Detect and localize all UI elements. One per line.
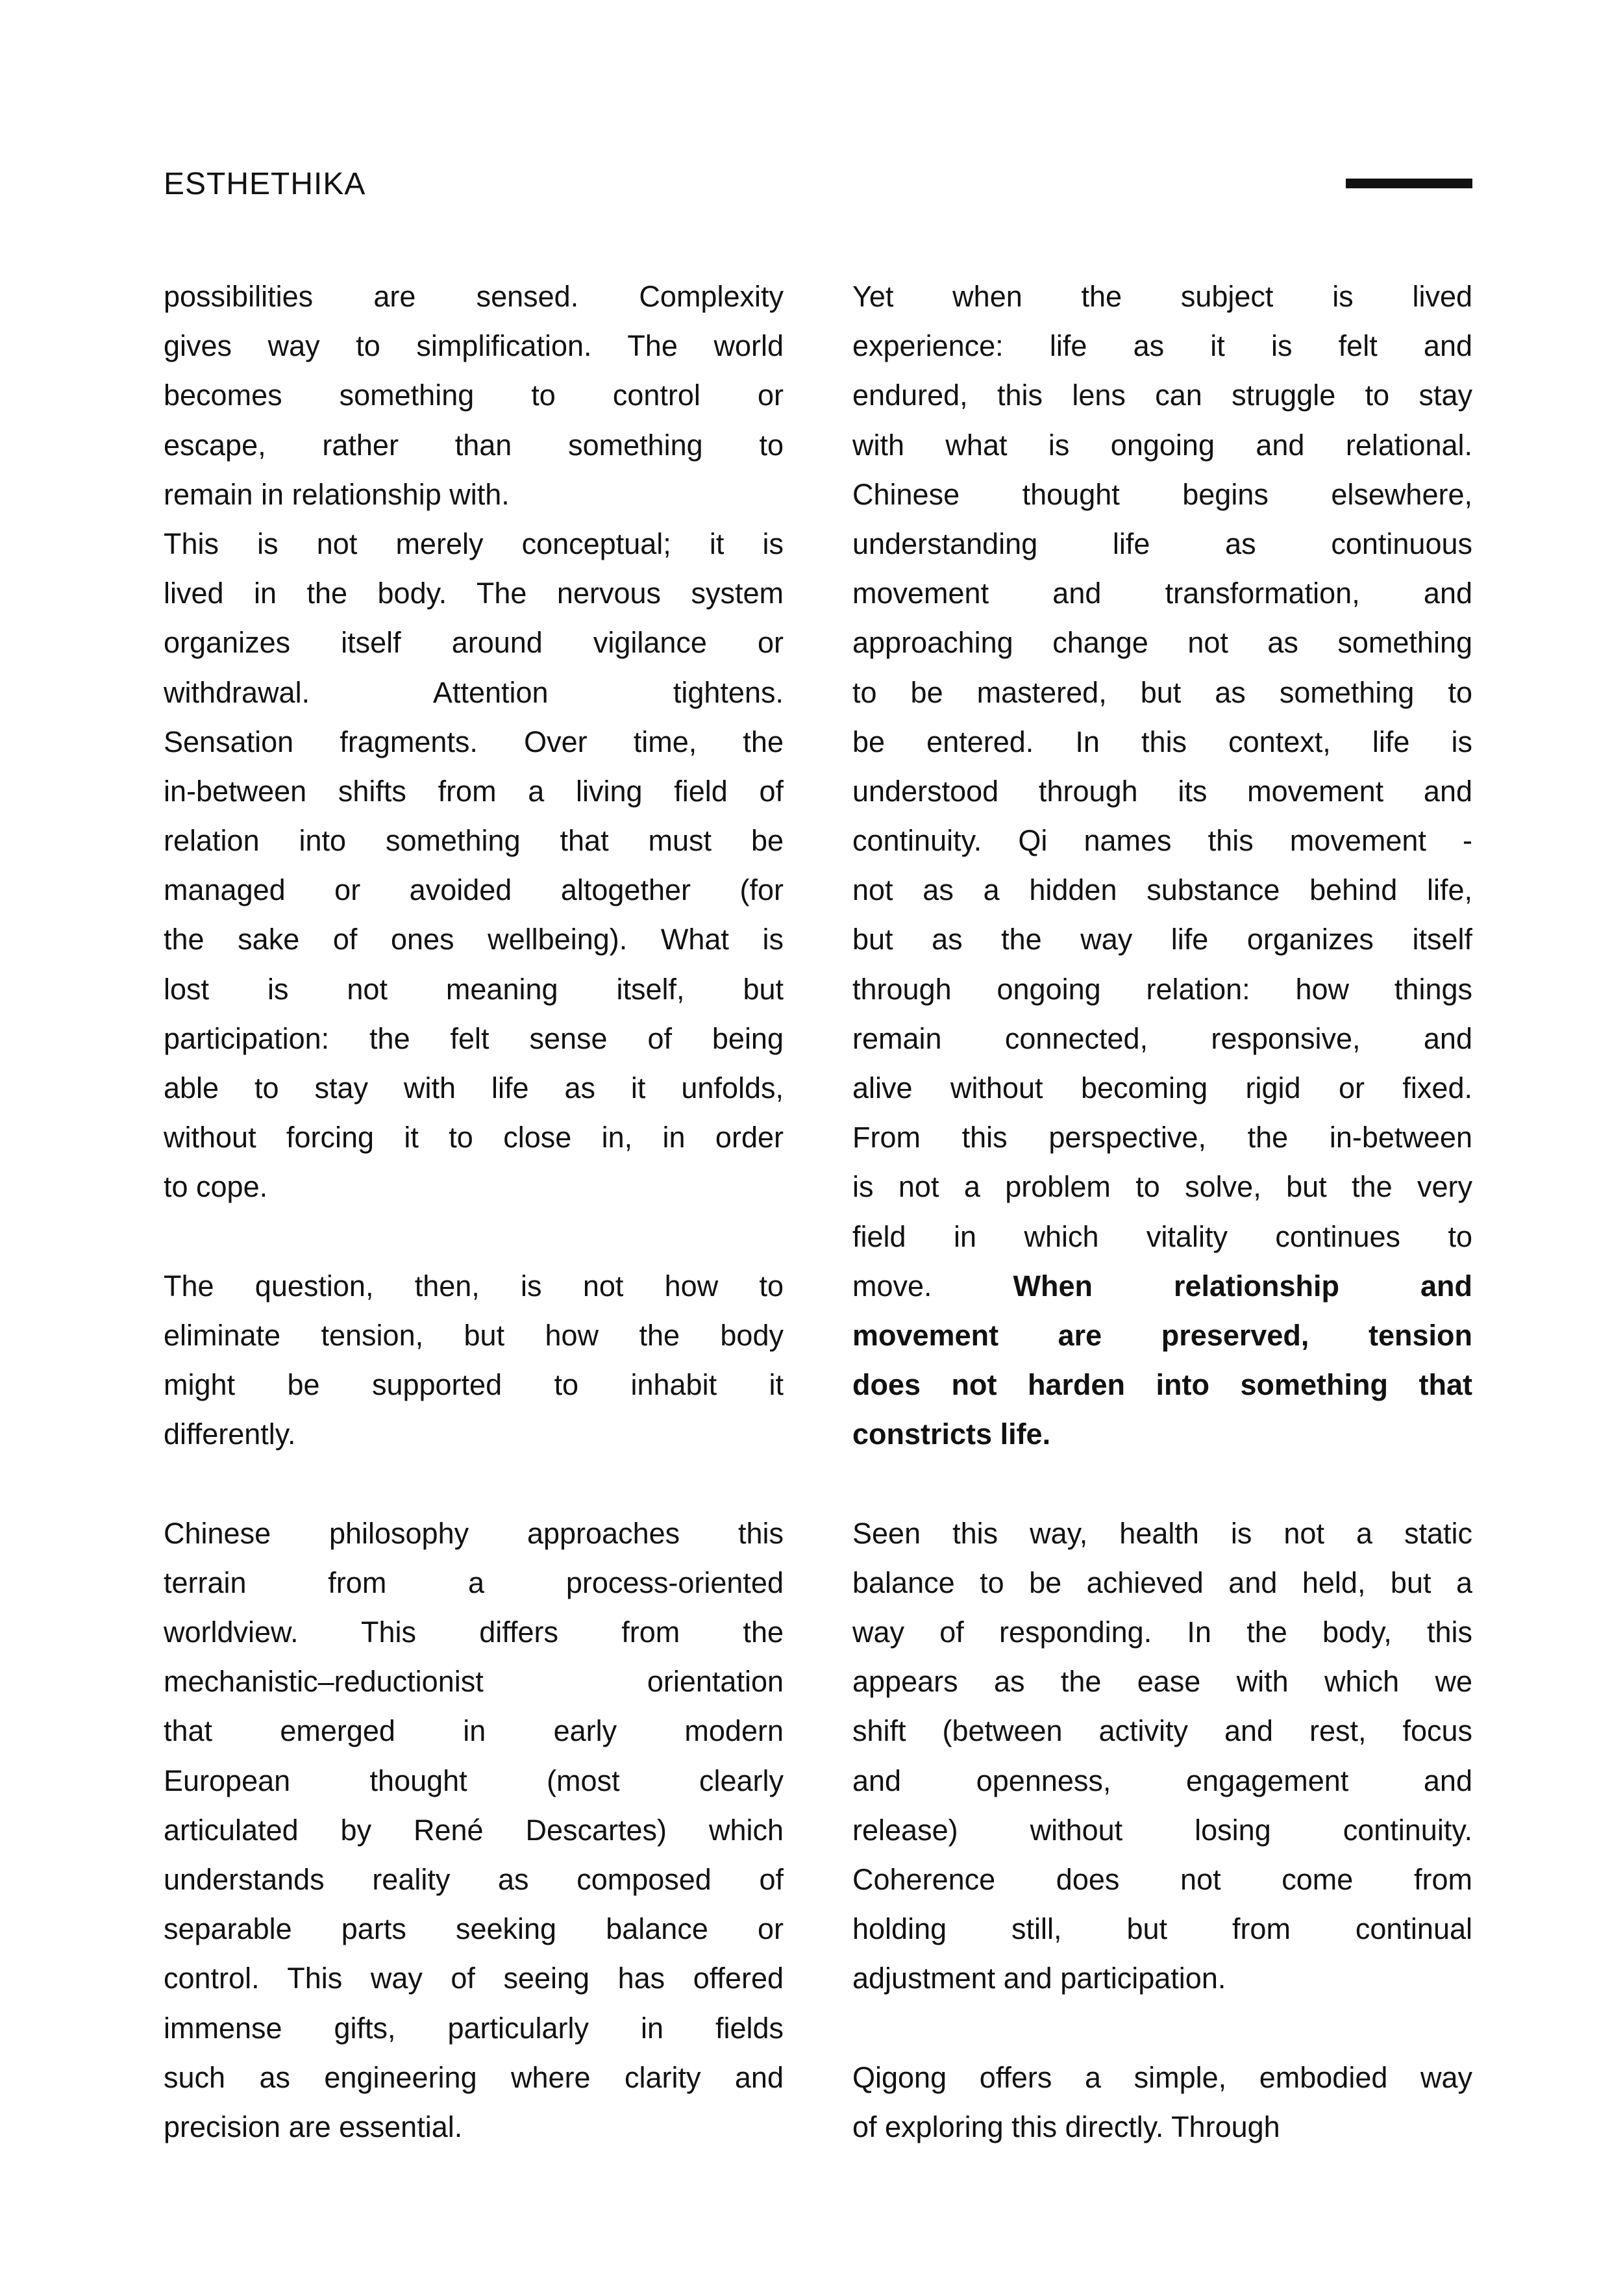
line-text: continuity. Qi names this movement - — [852, 824, 1472, 858]
text-line — [164, 1162, 784, 1212]
line-text: movement and transformation, and — [852, 577, 1472, 610]
line-text: of exploring this directly. Through — [852, 2110, 1280, 2143]
line-text: not as a hidden substance behind life, — [852, 873, 1472, 907]
text-line — [164, 321, 784, 371]
line-text: possibilities are sensed. Complexity — [164, 280, 784, 313]
line-text: terrain from a process-oriented — [164, 1566, 784, 1599]
line-text: without forcing it to close in, in order — [164, 1121, 784, 1154]
text-line — [164, 1509, 784, 1558]
text-line — [164, 618, 784, 668]
blank-line — [164, 1460, 784, 1509]
text-line — [852, 1904, 1472, 1954]
text-line — [852, 321, 1472, 371]
line-text: European thought (most clearly — [164, 1764, 784, 1797]
line-text: Qigong offers a simple, embodied way — [852, 2060, 1472, 2094]
text-line — [164, 371, 784, 420]
line-text: lived in the body. The nervous system — [164, 577, 784, 610]
line-text: understands reality as composed of — [164, 1863, 784, 1896]
text-line — [164, 866, 784, 915]
text-line — [852, 1855, 1472, 1904]
text-line — [852, 718, 1472, 767]
text-line — [852, 1657, 1472, 1706]
text-line — [852, 1311, 1472, 1360]
text-line — [164, 2103, 784, 2152]
line-text: understanding life as continuous — [852, 527, 1472, 560]
line-text: experience: life as it is felt and — [852, 329, 1472, 363]
line-text: might be supported to inhabit it — [164, 1368, 784, 1402]
line-text: but as the way life organizes itself — [852, 923, 1472, 956]
line-text: release) without losing continuity. — [852, 1813, 1472, 1847]
line-text: From this perspective, the in-between — [852, 1121, 1472, 1154]
line-text: with what is ongoing and relational. — [852, 428, 1472, 462]
text-line — [164, 1113, 784, 1162]
text-line — [164, 767, 784, 816]
text-line — [852, 1706, 1472, 1756]
text-line — [164, 668, 784, 718]
line-text: separable parts seeking balance or — [164, 1912, 784, 1946]
line-text: is not a problem to solve, but the very — [852, 1170, 1472, 1204]
line-text: organizes itself around vigilance or — [164, 626, 784, 660]
line-text: becomes something to control or — [164, 379, 784, 412]
text-line — [852, 816, 1472, 866]
text-line — [852, 569, 1472, 618]
text-line — [164, 1558, 784, 1608]
line-text: articulated by René Descartes) which — [164, 1813, 784, 1847]
text-line — [164, 1855, 784, 1904]
text-line — [852, 1410, 1472, 1459]
line-text: mechanistic–reductionist orientation — [164, 1665, 784, 1699]
text-line — [852, 1756, 1472, 1806]
text-line — [852, 272, 1472, 321]
text-line — [164, 2053, 784, 2103]
text-line — [164, 1657, 784, 1706]
line-text: balance to be achieved and held, but a — [852, 1566, 1472, 1599]
text-line — [852, 1113, 1472, 1162]
line-text: that emerged in early modern — [164, 1714, 784, 1748]
line-text: immense gifts, particularly in fields — [164, 2011, 784, 2045]
text-line — [852, 371, 1472, 420]
line-text: gives way to simplification. The world — [164, 329, 784, 363]
bold-text: constricts life. — [852, 1417, 1051, 1451]
line-text: appears as the ease with which we — [852, 1665, 1472, 1699]
line-text: be entered. In this context, life is — [852, 725, 1472, 758]
text-line — [164, 718, 784, 767]
text-line — [852, 1212, 1472, 1262]
text-line — [164, 915, 784, 964]
text-line — [164, 1014, 784, 1064]
text-line — [164, 519, 784, 569]
line-text: such as engineering where clarity and — [164, 2060, 784, 2094]
text-line — [852, 1064, 1472, 1113]
text-line — [164, 272, 784, 321]
blank-line — [852, 2004, 1472, 2053]
line-text: Seen this way, health is not a static — [852, 1516, 1472, 1550]
text-line — [852, 1608, 1472, 1657]
line-text: able to stay with life as it unfolds, — [164, 1071, 784, 1104]
text-line — [852, 421, 1472, 470]
text-line — [852, 1954, 1472, 2003]
text-line — [164, 1904, 784, 1954]
text-line — [852, 2103, 1472, 2152]
line-text: worldview. This differs from the — [164, 1616, 784, 1649]
line-text: to be mastered, but as something to — [852, 675, 1472, 709]
line-text: shift (between activity and rest, focus — [852, 1714, 1472, 1748]
line-text: through ongoing relation: how things — [852, 972, 1472, 1006]
line-text: understood through its movement and — [852, 774, 1472, 808]
line-text: endured, this lens can struggle to stay — [852, 379, 1472, 412]
text-line — [852, 1360, 1472, 1410]
text-line — [164, 421, 784, 470]
text-line — [852, 519, 1472, 569]
text-line — [164, 1954, 784, 2003]
line-text: escape, rather than something to — [164, 428, 784, 462]
text-line — [164, 1064, 784, 1113]
text-line — [852, 915, 1472, 964]
line-text: in-between shifts from a living field of — [164, 774, 784, 808]
text-line — [852, 618, 1472, 668]
right-column — [852, 272, 1472, 2152]
line-text: field in which vitality continues to — [852, 1219, 1472, 1253]
line-text: precision are essential. — [164, 2110, 463, 2143]
text-line — [852, 866, 1472, 915]
line-text: Chinese thought begins elsewhere, — [852, 477, 1472, 511]
line-text: This is not merely conceptual; it is — [164, 527, 784, 560]
line-text: alive without becoming rigid or fixed. — [852, 1071, 1472, 1104]
line-text: remain connected, responsive, and — [852, 1021, 1472, 1055]
text-line — [164, 470, 784, 519]
text-line — [852, 470, 1472, 519]
line-text: relation into something that must be — [164, 824, 784, 858]
text-line — [164, 1608, 784, 1657]
text-line — [164, 1311, 784, 1360]
publication-title: ESTHETHIKA — [164, 167, 366, 201]
bold-text: When relationship and — [1013, 1269, 1472, 1303]
line-text: participation: the felt sense of being — [164, 1021, 784, 1055]
line-text: approaching change not as something — [852, 626, 1472, 660]
text-line — [164, 2004, 784, 2053]
line-text: eliminate tension, but how the body — [164, 1318, 784, 1352]
line-text: Yet when the subject is lived — [852, 280, 1472, 313]
text-line — [852, 1162, 1472, 1212]
line-text: to cope. — [164, 1170, 268, 1204]
left-column — [164, 272, 784, 2152]
line-text: and openness, engagement and — [852, 1764, 1472, 1797]
text-line — [852, 668, 1472, 718]
text-line — [852, 767, 1472, 816]
text-line — [164, 965, 784, 1014]
text-line — [852, 1262, 1472, 1311]
line-text: remain in relationship with. — [164, 477, 510, 511]
text-line — [852, 965, 1472, 1014]
text-line — [164, 1360, 784, 1410]
text-line — [852, 1806, 1472, 1855]
line-text: withdrawal. Attention tightens. — [164, 675, 784, 709]
text-line — [852, 2053, 1472, 2103]
line-text: Chinese philosophy approaches this — [164, 1516, 784, 1550]
line-text: Sensation fragments. Over time, the — [164, 725, 784, 758]
header-rule — [1346, 179, 1472, 188]
text-line — [852, 1014, 1472, 1064]
bold-text: does not harden into something that — [852, 1368, 1472, 1402]
text-line — [164, 816, 784, 866]
text-line — [164, 1806, 784, 1855]
text-line — [164, 1706, 784, 1756]
line-text: the sake of ones wellbeing). What is — [164, 923, 784, 956]
line-text: The question, then, is not how to — [164, 1269, 784, 1303]
line-text: holding still, but from continual — [852, 1912, 1472, 1946]
text-line — [164, 1262, 784, 1311]
line-text: control. This way of seeing has offered — [164, 1962, 784, 1995]
text-line — [852, 1509, 1472, 1558]
text-line — [852, 1558, 1472, 1608]
text-line — [164, 1410, 784, 1459]
line-text: Coherence does not come from — [852, 1863, 1472, 1896]
line-text: lost is not meaning itself, but — [164, 972, 784, 1006]
line-text: managed or avoided altogether (for — [164, 873, 784, 907]
text-line — [164, 1756, 784, 1806]
blank-line — [164, 1212, 784, 1262]
line-text: way of responding. In the body, this — [852, 1616, 1472, 1649]
bold-text: movement are preserved, tension — [852, 1318, 1472, 1352]
text-line — [164, 569, 784, 618]
line-text: move. — [852, 1269, 1013, 1303]
line-text: adjustment and participation. — [852, 1962, 1226, 1995]
line-text: differently. — [164, 1417, 296, 1451]
blank-line — [852, 1460, 1472, 1509]
